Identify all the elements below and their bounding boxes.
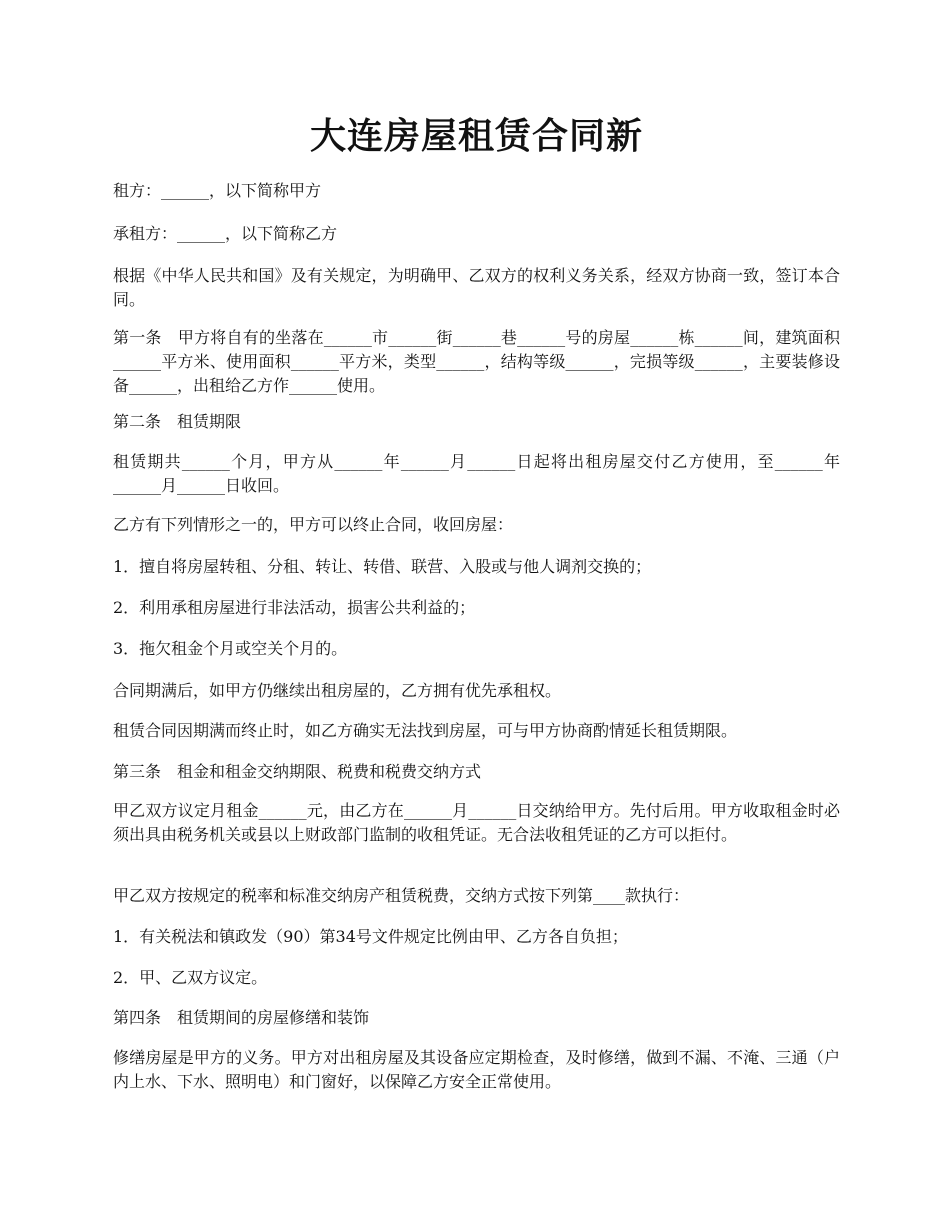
paragraph-rent: 甲乙双方议定月租金______元，由乙方在______月______日交纳给甲方。先付后用。甲方收取租金时必须出具由税务机关或县以上财政部门监制的收租凭证。无合法收租凭证的乙方可以拒付。 <box>113 801 840 844</box>
paragraph-article-3-heading: 第三条 租金和租金交纳期限、税费和税费交纳方式 <box>113 762 482 781</box>
paragraph-lessor: 租方：______，以下简称甲方 <box>113 181 322 200</box>
paragraph-tax-1: 1．有关税法和镇政发（90）第34号文件规定比例由甲、乙方各自负担； <box>113 927 628 946</box>
paragraph-lessee: 承租方：______，以下简称乙方 <box>113 224 338 243</box>
paragraph-priority-right: 合同期满后，如甲方仍继续出租房屋的，乙方拥有优先承租权。 <box>113 681 562 700</box>
paragraph-tax: 甲乙双方按规定的税率和标准交纳房产租赁税费，交纳方式按下列第____款执行： <box>113 886 690 905</box>
paragraph-lease-term: 租赁期共______个月，甲方从______年______月______日起将出租房屋交付乙方使用，至______年______月______日收回。 <box>113 452 840 495</box>
document-title: 大连房屋租赁合同新 <box>309 115 643 157</box>
paragraph-article-4-heading: 第四条 租赁期间的房屋修缮和装饰 <box>113 1008 370 1027</box>
paragraph-tax-2: 2．甲、乙双方议定。 <box>113 968 268 987</box>
paragraph-repairs: 修缮房屋是甲方的义务。甲方对出租房屋及其设备应定期检查，及时修缮，做到不漏、不淹、三通（户内上水、下水、照明电）和门窗好，以保障乙方安全正常使用。 <box>113 1048 840 1091</box>
paragraph-preamble: 根据《中华人民共和国》及有关规定，为明确甲、乙双方的权利义务关系，经双方协商一致，签订本合同。 <box>113 266 840 309</box>
paragraph-termination-2: 2．利用承租房屋进行非法活动，损害公共利益的； <box>113 598 476 617</box>
paragraph-extension: 租赁合同因期满而终止时，如乙方确实无法找到房屋，可与甲方协商酌情延长租赁期限。 <box>113 721 738 740</box>
paragraph-termination-1: 1．擅自将房屋转租、分租、转让、转借、联营、入股或与他人调剂交换的； <box>113 557 652 576</box>
paragraph-termination-3: 3．拖欠租金个月或空关个月的。 <box>113 639 348 658</box>
paragraph-article-2-heading: 第二条 租赁期限 <box>113 412 242 431</box>
paragraph-termination-intro: 乙方有下列情形之一的，甲方可以终止合同，收回房屋： <box>113 515 514 534</box>
paragraph-article-1: 第一条 甲方将自有的坐落在______市______街______巷______号的房屋______栋______间，建筑面积______平方米、使用面积______平方米，类型______，结构等级______，完损等级______，主要装修设备______，出租给乙方作______使用。 <box>113 328 840 395</box>
